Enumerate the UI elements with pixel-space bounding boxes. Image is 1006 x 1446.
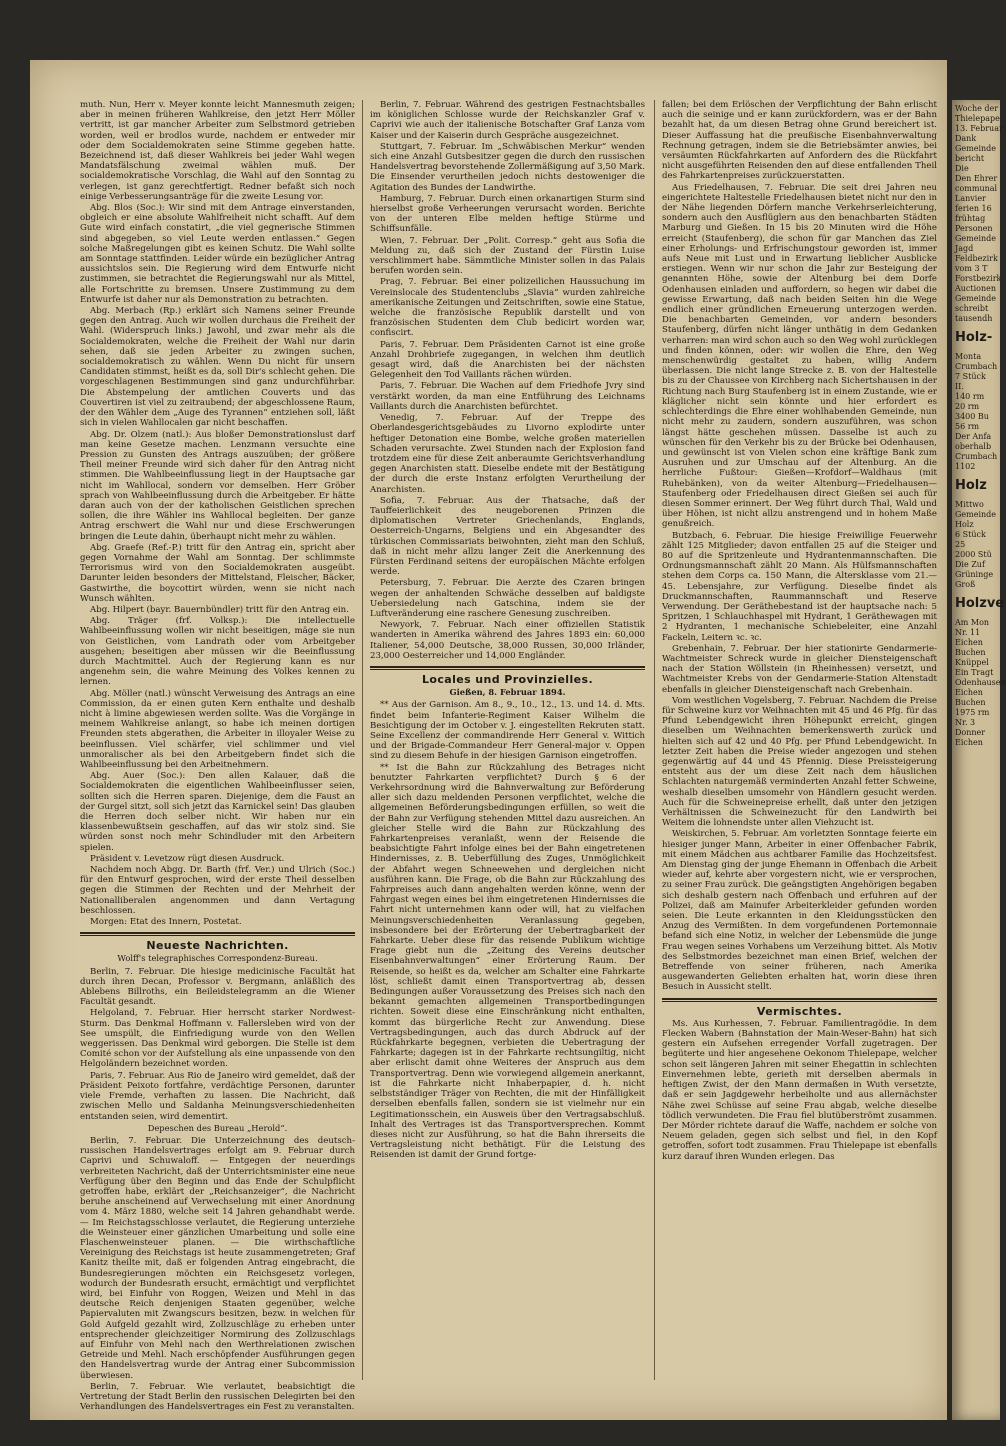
paragraph: Nachdem noch Abgg. Dr. Barth (frf. Ver.) und Ulrich (Soc.) für den Entwurf gesprochen, wird der erste Theil desselben gegen die Stimmen der Rechten und der Mehrheit der Nationalliberalen angenommen und dann Vertagung beschlossen. xyxy=(80,865,355,916)
sliver-number: 1102 xyxy=(955,462,976,471)
sliver-line: Grüninge xyxy=(955,570,994,579)
sliver-line: tausendh xyxy=(955,314,993,323)
column-2 xyxy=(370,100,645,1390)
sliver-line: Donner xyxy=(955,728,986,737)
sliver-line: Crumbach xyxy=(955,362,998,371)
sliver-line: 56 rm xyxy=(955,422,980,431)
paragraph: Abg. Träger (frf. Volksp.): Die intellectuelle Wahlbeeinflussung wollen wir nicht beseitigen, mäge sie nun von Geistlichen, vom Landrath oder vom Arbeitgeber ausgehen; beseitigen aber müssen wir die Beeinflussung durch Machtmittel. Auch der Regierung kann es nur angenehm sein, die wahre Meinung des Volkes kennen zu lernen. xyxy=(80,616,355,688)
paragraph: Hamburg, 7. Februar. Durch einen orkanartigen Sturm sind hierselbst große Verheerungen verursacht worden. Berichte von der unteren Elbe melden heftige Stürme und Schiffsunfälle. xyxy=(370,193,645,235)
sliver-line: Lanvier xyxy=(955,194,986,203)
sliver-line: Der Anfa xyxy=(955,432,992,441)
sliver-line: frühtag xyxy=(955,214,986,223)
sliver-line: Feldbezirk xyxy=(955,254,998,263)
paragraph: Aus Friedelhausen, 7. Februar. Die seit drei Jahren neu eingerichtete Haltestelle Friedelhausen bietet nicht nur den in der Nähe liegenden Dörfern manche Verkehrserleichterung, sondern auch den Ausflüglern aus den benachbarten Städten Marburg und Gießen. In 15 bis 20 Minuten wird die Höhe erreicht (Staufenberg), die schon für gar Manchen das Ziel einer Erholungs- und Erfrischungstour geworden ist, immer aufs Neue mit Lust und in Erwartung lieblicher Ausblicke erstiegen. Wenn wir nur schon die Jahr zur Besteigung der genannten Höhe, sowie der Altenburg bei dem Dorfe Odenhausen einladen und auffordern, so hegen wir dabei die gewisse Erwartung, daß nach beiden Seiten hin die Wege endlich einer gründlichen Erneuerung unterzogen werden. Die benachbarten Gemeinden, vor andern besonders Staufenberg, dürfen nicht länger unthätig in dem Gedanken verharren: man wird schon auch so den Weg wohl zurücklegen und finden können, oder: wir wollen die Ehre, den Weg menschenwürdig gestaltet zu haben, willig Andern überlassen. Die nicht lange Strecke z. B. von der Haltestelle bis zu der Chaussee von Kirchberg nach Sichertshausen in der Richtung nach Burg Staufenberg ist in einem Zustande, wie er kläglicher nicht sein könnte und hier erfordert es schlechterdings die Ehre einer wohlhabenden Gemeinde, nun nicht mehr zu zaudern, sondern auszuführen, was schon längst hätte geschehen müssen. Dasselbe ist auch zu wünschen für den Verkehr bis zu der Brücke bei Odenhausen, und gewünscht ist von Vielen schon eine kräftige Bank zum Ausruhen und zur Umschau auf der Altenburg. An die herrliche Fußtour: Gießen—Krofdorf—Waldhaus (mit Ruhebänken), von da weiter Altenburg—Friedelhausen—Staufenberg oder Friedelhausen direct Gießen sei auch für diesen Sommer erinnert. Der Weg führt durch Thal, Wald und über Höhen, ist nicht allzu anstrengend und in hohem Maße genußreich. xyxy=(662,182,937,530)
section-heading: Vermischtes. xyxy=(756,1004,843,1018)
paragraph: Abg. Blos (Soc.): Wir sind mit dem Antrage einverstanden, obgleich er eine absolute Wahlfreiheit nicht schafft. Auf dem Gute wird einfach constatirt, „die viel gegnerische Stimmen sind abgegeben, so viel Leute werden entlassen.“ Gegen solche Maßregelungen gibt es keinen Schutz. Die Wahl sollte am Sonntage stattfinden. Leider würde ein bezüglicher Antrag aussichtslos sein. Die Regierung wird dem Entwurfe nicht zustimmen, sie betrachtet die Regierungswahl nur als Mittel, alle Fortschritte zu bremsen. Unsere Zustimmung zu dem Entwurfe ist daher nur als Demonstration zu betrachten. xyxy=(80,203,355,305)
sliver-line: Nr. 3 xyxy=(955,718,976,727)
sliver-line: 1975 rm xyxy=(955,708,990,717)
paragraph: Petersburg, 7. Februar. Die Aerzte des Czaren bringen wegen der anhaltenden Schwäche desselben auf baldigste Uebersiedelung nach Gatschina, indem sie der Luftveränderung eine raschere Genesung zuschreiben. xyxy=(370,578,645,619)
column-3 xyxy=(662,100,937,1390)
paragraph: Morgen: Etat des Innern, Postetat. xyxy=(90,917,242,928)
paragraph: Wien, 7. Februar. Der „Polit. Corresp.“ geht aus Sofia die Meldung zu, daß sich der Zustand der Fürstin Luise verschlimmert habe. Sämmtliche Minister sollen in das Palais berufen worden sein. xyxy=(370,235,645,277)
paragraph: Abg. Dr. Olzem (natl.): Aus bloßer Demonstrationslust darf man keine Gesetze machen. Lenzmann versuchte eine Pression zu Gunsten des Antrags auszuüben; der größere Theil meiner Freunde wird sich daher für den Antrag nicht stimmen. Die Wahlbeeinflussung liegt in der Hauptsache gar nicht im Wahllocal, sondern vor demselben. Herr Gröber sprach von Wahlbeeinflussung durch die Arbeitgeber. Er hätte daran auch von der der katholischen Geistlichen sprechen sollen, die ihre Wähler ins Wahllocal begleiten. Der ganze Antrag erschwert die Wahl nur und diese Erschwerungen bringen die Leute dahin, überhaupt nicht mehr zu wählen. xyxy=(80,429,355,542)
section-heading: Neueste Nachrichten. xyxy=(146,939,289,953)
sliver-line: Groß xyxy=(955,580,976,589)
paragraph: Präsident v. Levetzow rügt diesen Ausdruck. xyxy=(90,853,285,864)
sliver-line: 25 xyxy=(955,540,966,549)
section-subheading: Wolff's telegraphisches Correspondenz-Bureau. xyxy=(117,953,318,964)
paragraph: Helgoland, 7. Februar. Hier herrscht starker Nordwest-Sturm. Das Denkmal Hoffmann v. Fallersleben wird von der See umspült, die Einfriedigung wurde von den Wellen weggerissen. Das Denkmal wird geborgen. Die Stelle ist dem Comité schon vor der Aufstellung als eine unpassende von den Helgoländern bezeichnet worden. xyxy=(80,1008,355,1070)
sliver-line: Gemeinde xyxy=(955,510,997,519)
paragraph: fallen; bei dem Erlöschen der Verpflichtung der Bahn erlischt auch die seinige und er kann zurückfordern, was er der Bahn bezahlt hat, da um diesen Betrag ohne Grund bereichert ist. Dieser Auffassung hat die preußische Eisenbahnverwaltung Rechnung getragen, indem sie die Betriebsämter anwies, bei versäumten Rückfahrkarten auf Anfordern des die Rückfahrt nicht ausgeführten Reisenden den auf diese entfallenden Theil des Fahrkartenpreises zurückzuerstatten. xyxy=(662,100,937,182)
sliver-line: Dank xyxy=(955,134,977,143)
sliver-line: Die Zuf xyxy=(955,560,985,569)
paragraph: Berlin, 7. Februar. Wie verlautet, beabsichtigt die Vertretung der Stadt Berlin den russischen Delegirten bei den Verhandlungen des Handelsvertrages ein Fest zu veranstalten. xyxy=(80,1381,355,1413)
sliver-line: Monta xyxy=(955,352,982,361)
sliver-line: ferien 16 xyxy=(955,204,992,213)
paragraph: Prag, 7. Februar. Bei einer polizeilichen Haussuchung im Vereinslocale des Studentenclubs „Slavia“ wurden zahlreiche amerikanische Zeitungen und Zeitschriften, sowie eine Statue, welche die französische Republik darstellt und von französischen Studenten dem Club bedicirt worden war, confiscirt. xyxy=(370,277,645,339)
paragraph: Berlin, 7. Februar. Die hiesige medicinische Facultät hat durch ihren Decan, Professor v. Bergmann, anläßlich des Ablebens Billroths, ein Beileidstelegramm an die Wiener Facultät gesandt. xyxy=(80,966,355,1008)
paragraph: Paris, 7. Februar. Die Wachen auf dem Friedhofe Jvry sind verstärkt worden, da man eine Entführung des Leichnams Vaillants durch die Anarchisten befürchtet. xyxy=(370,381,645,412)
sliver-line: Gemeinde xyxy=(955,294,997,303)
paragraph: Abg. Hilpert (bayr. Bauernbündler) tritt für den Antrag ein. xyxy=(90,604,349,615)
section-divider xyxy=(662,998,937,1002)
paragraph: Ms. Aus Kurhessen, 7. Februar. Familientragödie. In dem Flecken Wabern (Bahnstation der Main-Weser-Bahn) hat sich gestern ein Aufsehen erregender Vorfall zugetragen. Der begüterte und hier angesehene Oekonom Thielepape, welcher schon seit längeren Jahren mit seiner Ehegattin in schlechten Einvernehmen lebte, gerieth mit derselben abermals in heftigen Zwist, der den Mann dermaßen in Wuth versetzte, daß er sein Jagdgewehr herbeiholte und aus allernächster Nähe zwei Schüsse auf seine Frau abgab, welche dieselbe tödlich verwundeten. Die Frau fiel blutüberströmt zusammen. Der Mörder richtete darauf die Waffe, nachdem er solche von Neuem geladen, gegen sich selbst und fiel, in den Kopf getroffen, sofort todt zusammen. Frau Thielepape ist ebenfalls kurz darauf ihren Wunden erlegen. Das xyxy=(662,1018,937,1162)
sliver-heading: Holz- xyxy=(955,330,993,345)
paragraph: Sofia, 7. Februar. Aus der Thatsache, daß der Tauffeierlichkeit des neugeborenen Prinzen die diplomatischen Vertreter Griechenlands, Englands, Oesterreich-Ungarns, Belgiens und ein Abgesandter des türkischen Commissariats beiwohnten, zieht man den Schluß, daß in nicht mehr allzu langer Zeit die Anerkennung des Fürsten Ferdinand seitens der europäischen Mächte erfolgen werde. xyxy=(370,495,645,578)
sliver-line: Buchen xyxy=(955,698,986,707)
paragraph: ** Ist die Bahn zur Rückzahlung des Betrages nicht benutzter Fahrkarten verpflichtet? Durch § 6 der Verkehrsordnung wird die Bahnverwaltung zur Beförderung aller sich dazu meldenden Personen verpflichtet, welche die allgemeinen Beförderungsbedingungen erfüllen, so weit die der Bahn zur Verfügung stehenden Mittel dazu ausreichen. An gleicher Stelle wird die Bahn zur Rückzahlung des Fahrkartenpreises veranlaßt, wenn der Reisende die beabsichtigte Fahrt infolge eines bei der Bahn eingetretenen Hindernisses, z. B. Ueberfüllung des Zuges, Unmöglichkeit der Abfahrt wegen Schneewehen und dergleichen nicht ausführen kann. Die Frage, ob die Bahn zur Rückzahlung des Fahrpreises auch dann angehalten werden könne, wenn der Fahrgast wegen eines bei ihm eingetretenen Hindernisses die Fahrt nicht unternehmen kann oder will, hat zu vielfachen Meinungsverschiedenheiten Veranlassung gegeben, insbesondere bei der Erörterung der Uebertragbarkeit der Fahrkarte. Ueber diese für das reisende Publikum wichtige Frage giebt nun die „Zeitung des Vereins deutscher Eisenbahnverwaltungen“ einer Erörterung Raum. Der Reisende, so heißt es da, welcher am Schalter eine Fahrkarte löst, schließt damit einen Transportvertrag ab, dessen Bedingungen außer Voraussetzung des Preises sich nach den bekannt gemachten allgemeinen Transportbedingungen richten. Soweit diese eine Einschränkung nicht enthalten, kommt das bürgerliche Recht zur Anwendung. Diese Vertragsbedingungen, auch das durch Abdruck auf der Rückfahrkarte begegnen, verbieten die Uebertragung der Fahrkarte; dagegen ist in der Fahrkarte rechtsungiltig, nicht aber erlischt damit ohne Weiteres der Anspruch aus dem Transportvertrag. Denn wie vorwiegend allgemein anerkannt, ist die Fahrkarte nicht Inhaberpapier, d. h. nicht selbstständiger Träger von Rechten, die mit der Hinfälligkeit derselben ebenfalls fallen, sondern sie ist vielmehr nur ein Legitimationsschein, ein Ausweis über den Vertragsabschluß. Inhalt des Vertrages ist das Transportversprechen. Kommt dieses nicht zur Ausführung, so hat die Bahn ihrerseits die Vertragsleistung nicht bethätigt. Für die Leistung des Reisenden ist damit der Grund fortge- xyxy=(370,762,645,1161)
paragraph: Abg. Merbach (Rp.) erklärt sich Namens seiner Freunde gegen den Antrag. Auch wir wollen durchaus die Freiheit der Wahl. (Widerspruch links.) Jawohl, und zwar mehr als die Socialdemokraten, welche die Freiheit der Wahl nur darin sehen, daß sie jeden Arbeiter zu zwingen suchen, socialdemokratisch zu wählen. Wenn Du nicht für unsern Candidaten stimmst, heißt es da, soll Dir's schlecht gehen. Die vorgeschlagenen Bestimmungen sind ganz undurchführbar. Die Abstempelung der amtlichen Couverts und das Couvertiren ist viel zu zeitraubend; der abgeschlossene Raum, der den Wähler dem „Auge des Tyrannen“ entziehen soll, läßt sich in vielen Wahllocalen gar nicht beschaffen. xyxy=(80,306,355,429)
sliver-line: II. xyxy=(955,382,964,391)
sliver-line: oberhalb xyxy=(955,442,992,451)
section-heading: Locales und Provinzielles. xyxy=(421,672,594,686)
sliver-line: 2000 Stü xyxy=(955,550,992,559)
sliver-line: 3400 Bu xyxy=(955,412,989,421)
sliver-line: Gemeinde xyxy=(955,234,997,243)
sliver-line: 13. Februar xyxy=(955,124,1003,133)
sliver-line: Crumbach xyxy=(955,452,998,461)
sliver-line: 6 Stück xyxy=(955,530,986,539)
sliver-heading: Holz xyxy=(955,478,987,493)
adjacent-page-edge xyxy=(952,100,1006,1420)
paragraph: Stuttgart, 7. Februar. Im „Schwäbischen Merkur“ wenden sich eine Anzahl Gutsbesitzer gegen die durch den russischen Handelsvertrag bevorstehende Zollermäßigung auf 3,50 Mark. Die Einsender verurtheilen jedoch nichts destoweniger die Agitation des Bundes der Landwirthe. xyxy=(370,141,645,193)
paragraph: Abg. Graefe (Ref.-P.) tritt für den Antrag ein, spricht aber gegen Vornahme der Wahl am Sonntag. Der schlimmste Terrorismus wird von den Socialdemokraten ausgeübt. Darunter leiden besonders der Mittelstand, Fleischer, Bäcker, Gastwirthe, die boycottirt würden, wenn sie nicht nach Wunsch wählten. xyxy=(80,542,355,604)
sliver-line: Jagd xyxy=(955,244,974,253)
sliver-line: Holz xyxy=(955,520,974,529)
sliver-line: Mittwo xyxy=(955,500,984,509)
sliver-line: Ein Tragt xyxy=(955,668,994,677)
sliver-line: Am Mon xyxy=(955,618,990,627)
sliver-line: 140 rm xyxy=(955,392,985,401)
paragraph: Abg. Möller (natl.) wünscht Verweisung des Antrags an eine Commission, da er einen guten Kern enthalte und deshalb nicht à limine abgewiesen werden sollte. Was die Vorgänge in meinem Wahlkreise anlangt, so habe ich meinen dortigen Freunden stets abgerathen, die Arbeiter in illoyaler Weise zu beeinflussen. Viel schärfer, viel schlimmer und viel unmoralischer als bei den Arbeitgebern findet sich die Wahlbeeinflussung bei den Arbeitnehmern. xyxy=(80,688,355,770)
sliver-line: Buchen xyxy=(955,648,986,657)
sliver-line: Woche der xyxy=(955,104,999,113)
paragraph: Berlin, 7. Februar. Die Unterzeichnung des deutsch-russischen Handelsvertrages erfolgt am 9. Februar durch Caprivi und Schuwaloff. — Entgegen der neuerdings verbreiteten Nachricht, daß der Unterrichtsminister eine neue Verfügung über den Beginn und das Ende der Schulpflicht getroffen habe, erklärt der „Reichsanzeiger“, die Nachricht beruhe anscheinend auf Verwechselung mit einer Anordnung vom 4. März 1880, welche seit 14 Jahren gehandhabt werde. — Im Reichstagsschlosse verlautet, die Regierung unterziehe die Weinsteuer einer gänzlichen Umarbeitung und solle eine Flaschenweinsteuer planen. — Die wirthschaftliche Vereinigung des Reichstags ist heute zusammengetreten; Graf Kanitz theilte mit, daß er folgenden Antrag eingebracht, die Bundesregierungen möchten ein Reichsgesetz vorlegen, wodurch der Bundesrath ersucht, ermächtigt und verpflichtet wird, bei Einfuhr von Roggen, Weizen und Mehl in das deutsche Reich denjenigen Staaten gegenüber, welche Papiervaluten mit Zwangscurs besitzen, bezw. in welchen für Gold Aufgeld gezahlt wird, Zollzuschläge zu erheben unter entsprechender gleichzeitiger Normirung des Zollzuschlags auf Einfuhr von Mehl nach den Werthrelationen zwischen Getreide und Mehl. Nach erschöpfender Ausführungen gegen den Handelsvertrag wurde der Antrag einer Subcommission überwiesen. xyxy=(80,1135,355,1381)
paragraph: Grebenhain, 7. Februar. Der hier stationirte Gendarmerie-Wachtmeister Schreck wurde in gleicher Diensteigenschaft nach der Station Wöllstein (in Rheinhessen) versetzt, und Wachtmeister Krebs von der Gendarmerie-Station Altenstadt ebenfalls in gleicher Diensteigenschaft nach Grebenhain. xyxy=(662,643,937,695)
sliver-line: Eichen xyxy=(955,738,983,747)
paragraph: Venedig, 7. Februar. Auf der Treppe des Oberlandesgerichtsgebäudes zu Livorno explodirte unter heftiger Detonation eine Bombe, welche großen materiellen Schaden verursachte. Zwei Stunden nach der Explosion fand trotzdem eine für diese Zeit anberaumte Gerichtsverhandlung gegen Anarchisten statt. Dieselbe endete mit der Bestätigung der durch die erste Instanz erfolgten Verurtheilung der Anarchisten. xyxy=(370,413,645,495)
column-rule xyxy=(654,100,655,1380)
sliver-line: Nr. 11 xyxy=(955,628,981,637)
sliver-line: Eichen xyxy=(955,638,983,647)
paragraph: Berlin, 7. Februar. Während des gestrigen Festnachtsballes im königlichen Schlosse wurde der Reichskanzler Graf v. Caprivi wie auch der italienische Botschafter Graf Lanza vom Kaiser und der Kaiserin durch Gespräche ausgezeichnet. xyxy=(370,100,645,141)
paragraph: muth. Nun, Herr v. Meyer konnte leicht Mannesmuth zeigen; aber in meinen früheren Wahlkreise, den jetzt Herr Möller vertritt, ist gar mancher Arbeiter zum Selbstmord getrieben worden, weil er brodlos wurde, nachdem er entweder mir oder dem Socialdemokraten seine Stimme gegeben hatte. Bezeichnend ist, daß dieser Wahlkreis bei jeder Wahl wegen Mandatsfälschung zweimal wählen muß. Der socialdemokratische Vorschlag, die Wahl auf den Sonntag zu verlegen, ist ganz gerechtfertigt. Redner befaßt sich noch einige Verbesserungsanträge für die zweite Lesung vor. xyxy=(80,100,355,202)
dateline: Gießen, 8. Februar 1894. xyxy=(449,687,566,698)
sliver-line: bericht xyxy=(955,154,985,163)
paragraph: Abg. Auer (Soc.): Den allen Kalauer, daß die Socialdemokraten die eigentlichen Wahlbeeinflusser seien, sollten sich die Herren sparen. Diejenige, dem die Faust an der Gurgel sitzt, soll sich jetzt das Karnickel sein! Das glauben die Herren doch selber nicht. Wir haben nur ein klassenbewußtsein geschaffen, auf das wir stolz sind. Sie würden sonst noch mehr Schindluder mit den Arbeitern spielen. xyxy=(80,771,355,853)
sliver-line: schreibt xyxy=(955,304,989,313)
sliver-line: Gemeinde xyxy=(955,144,997,153)
paragraph: Vom westlichen Vogelsberg, 7. Februar. Nachdem die Preise für Schweine kurz vor Weihnachten mit 45 und 46 Pfg. für das Pfund Lebendgewicht ihren Höhepunkt erreicht, gingen dieselben um Weihnachten bemerkenswerth zurück und hielten sich auf 42 und 40 Pfg. per Pfund Lebendgewicht. In letzter Zeit haben die Preise wieder angezogen und stehen gegenwärtig auf 44 und 45 Pfennig. Diese Preissteigerung entsteht aus der um diese Zeit nach dem häuslichen Schlachten naturgemäß verminderten Anzahl fetter Schweine, weshalb dieselben umsomehr von Händlern gesucht werden. Auch für die Schweinepreise erhellt, daß unter den jetzigen Verhältnissen die Schweinezucht für den Landwirth bei Weitem die lohnendste unter allen Viehzucht ist. xyxy=(662,695,937,829)
paragraph: Newyork, 7. Februar. Nach einer offiziellen Statistik wanderten in Amerika während des Jahres 1893 ein: 60,000 Italiener, 54,000 Deutsche, 38,000 Russen, 30,000 Irländer, 23,000 Oesterreicher und 14,000 Engländer. xyxy=(370,620,645,661)
sliver-heading: Holzve xyxy=(955,596,1005,611)
sliver-line: Eichen xyxy=(955,688,983,697)
sliver-line: Knüppel xyxy=(955,658,989,667)
section-divider xyxy=(370,666,645,670)
sliver-line: Den Ehrer xyxy=(955,174,998,183)
sliver-line: Personen xyxy=(955,224,993,233)
column-1 xyxy=(80,100,355,1413)
sliver-line: Forstbezirk xyxy=(955,274,1002,283)
adjacent-page-text xyxy=(952,100,1006,752)
paragraph: Weiskirchen, 5. Februar. Am vorletzten Sonntage feierte ein hiesiger junger Mann, Arbeiter in einer Offenbacher Fabrik, mit einem Mädchen aus achtbarer Familie das Hochzeitsfest. Am Dienstag ging der junge Ehemann in Offenbach die Arbeit wieder auf, kehrte aber vorgestern nicht, wie er versprochen, zu seiner Frau zurück. Die geängstigten Angehörigen begaben sich deshalb gestern nach Offenbach und erfuhren auf der Polizei, daß am Mainufer Arbeiterkleider gefunden worden seien. Die Leute erkannten in den Kleidungsstücken den Anzug des Vermißten. In dem vorgefundenen Portemonnaie befand sich eine Notiz, in welcher der Lebensmüde die junge Frau wegen seines Vorhabens um Verzeihung bittet. Als Motiv des Selbstmordes bezeichnet man einen Brief, welchen der Betreffende von seiner früheren, nach Amerika ausgewanderten Geliebten erhalten hat, worin diese ihren Besuch in Aussicht stellt. xyxy=(662,829,937,993)
sliver-line: Thielepape xyxy=(955,114,1000,123)
sliver-line: communal xyxy=(955,184,998,193)
newspaper-page xyxy=(30,60,947,1420)
paragraph: Butzbach, 6. Februar. Die hiesige Freiwillige Feuerwehr zählt 125 Mitglieder; davon entfallen 25 auf die Steiger und 80 auf die Spritzenleute und Hydrantenmannschaften. Die Ordnungsmannschaft zählt 20 Mann. Als Hülfsmannschaften stehen dem Corps ca. 150 Mann, die Altersklasse vom 21.—45. Lebensjahre, zur Verfügung. Dieselbe findet als Druckmannschaften, Raummannschaft und Reserve Verwendung. Der Geräthebestand ist der hauptsache nach: 5 Spritzen, 1 Schlauchhaspel mit Hydrant, 1 Geräthewagen mit 2 Hydranten, 1 mechanische Schiebeleiter, eine Anzahl Fackeln, Leitern ꝛc. ꝛc. xyxy=(662,530,937,643)
sliver-line: 7 Stück xyxy=(955,372,986,381)
section-subheading: Depeschen des Bureau „Herold“. xyxy=(147,1122,288,1133)
sliver-line: vom 3 T xyxy=(955,264,988,273)
sliver-line: 20 rm xyxy=(955,402,980,411)
paragraph: Paris, 7. Februar. Aus Rio de Janeiro wird gemeldet, daß der Präsident Peixoto fortfahre, verdächtige Personen, darunter viele Fremde, verhaften zu lassen. Die Nachricht, daß zwischen Mello und Saldanha Meinungsverschiedenheiten entstanden seien, wird dementirt. xyxy=(80,1070,355,1122)
sliver-line: Odenhausen xyxy=(955,678,1006,687)
section-divider xyxy=(80,932,355,936)
sliver-line: Auctionen xyxy=(955,284,997,293)
paragraph: Paris, 7. Februar. Dem Präsidenten Carnot ist eine große Anzahl Drohbriefe zugegangen, in welchen ihm deutlich gesagt wird, daß die Anarchisten bei der nächsten Gelegenheit den Tod Vaillants rächen würden. xyxy=(370,339,645,381)
column-rule xyxy=(362,100,363,1380)
paragraph: ** Aus der Garnison. Am 8., 9., 10., 12., 13. und 14. d. Mts. findet beim Infanterie-Regiment Kaiser Wilhelm die Besichtigung der im October v. J. eingestellten Rekruten statt. Seine Excellenz der commandirende Herr General v. Wittich und der Brigade-Commandeur Herr General-major v. Oppen sind zu diesem Behufe in der hiesigen Garnison eingetroffen. xyxy=(370,700,645,762)
sliver-line: Die xyxy=(955,164,969,173)
